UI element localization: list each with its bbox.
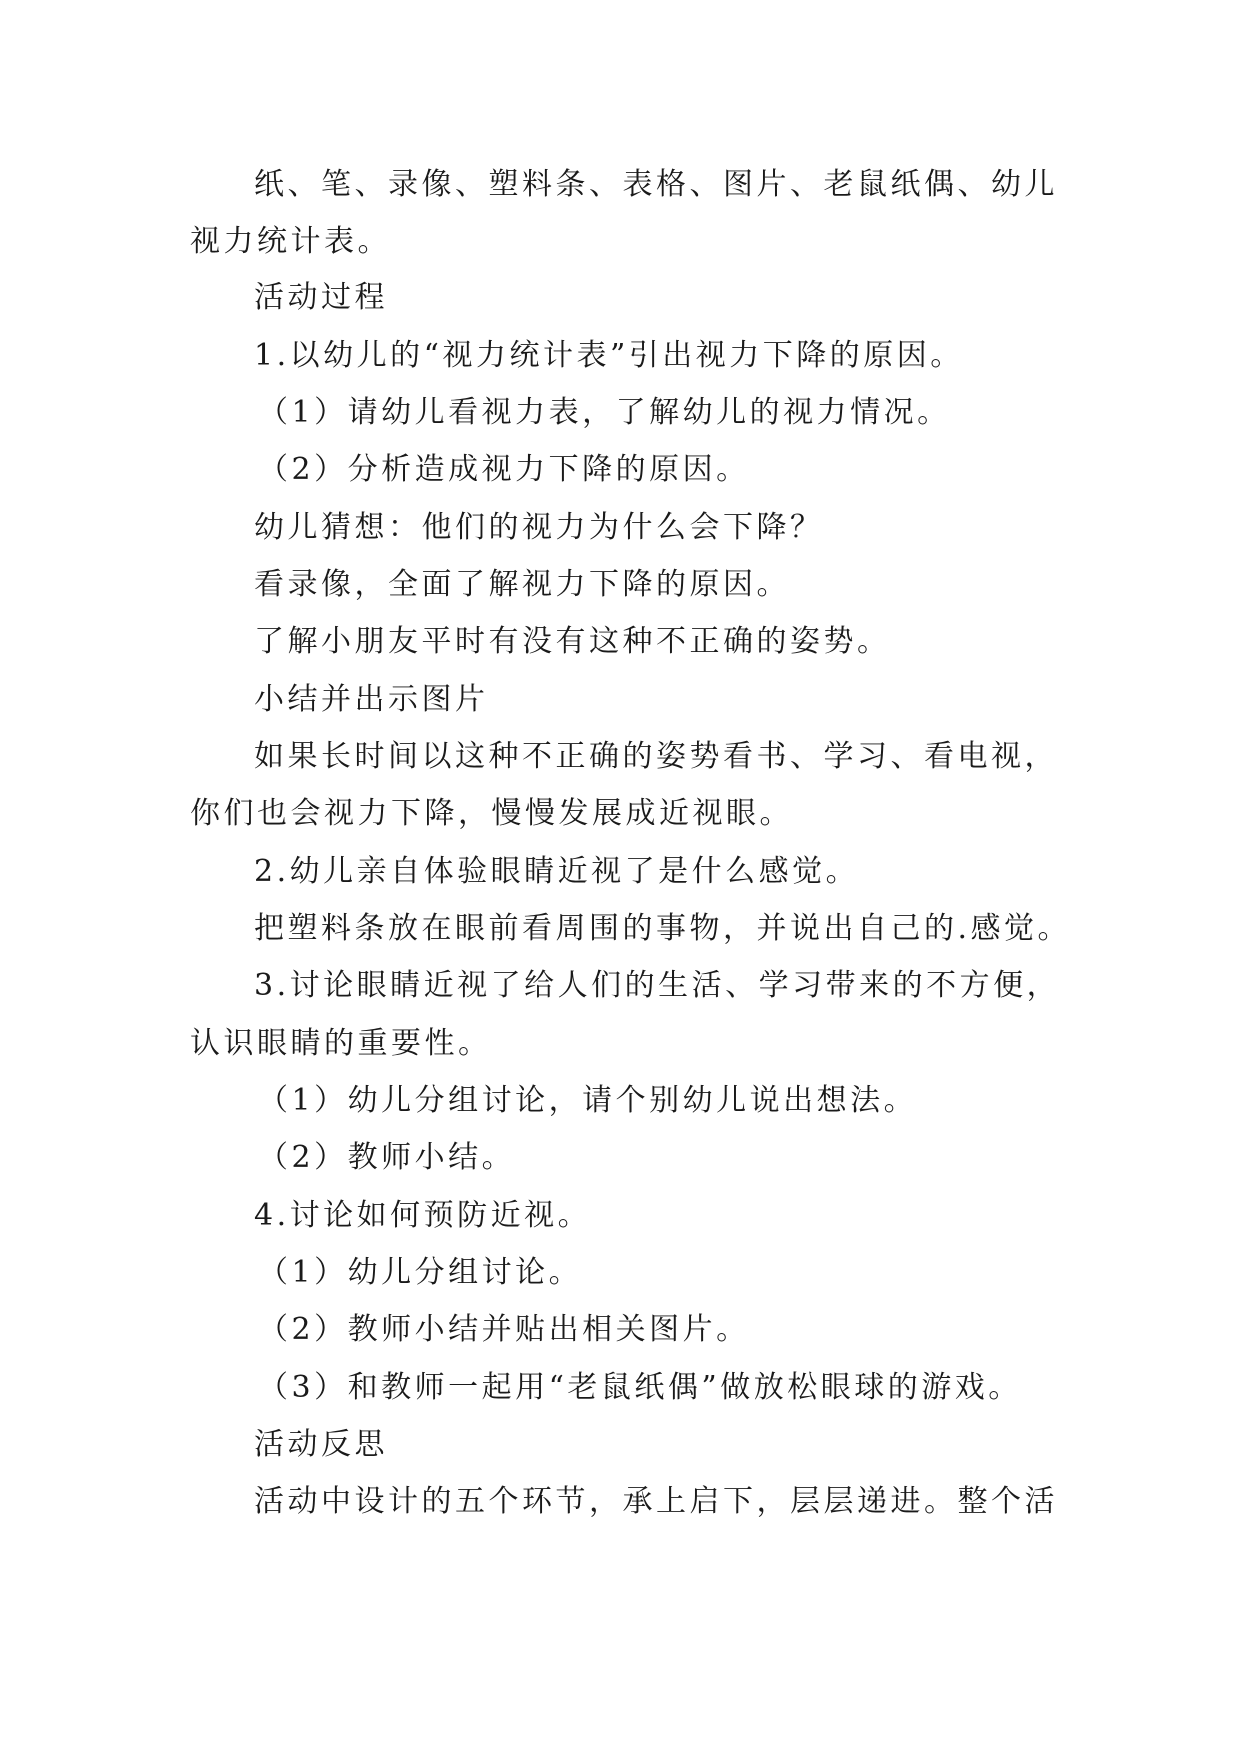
section-heading-reflection: 活动反思 (254, 1427, 388, 1462)
step-3-line-2: 认识眼睛的重要性。 (190, 1026, 492, 1061)
summary-line-1: 如果长时间以这种不正确的姿势看书、学习、看电视， (254, 739, 1058, 774)
step-4: 4.讨论如何预防近视。 (254, 1198, 592, 1233)
summary-heading: 小结并出示图片 (254, 682, 489, 717)
step-1-sub-2: （2）分析造成视力下降的原因。 (258, 452, 750, 487)
watch-video: 看录像，全面了解视力下降的原因。 (254, 567, 790, 602)
step-1-sub-1: （1）请幼儿看视力表，了解幼儿的视力情况。 (258, 395, 951, 430)
step-1: 1.以幼儿的“视力统计表”引出视力下降的原因。 (254, 338, 964, 373)
children-guess: 幼儿猜想：他们的视力为什么会下降？ (254, 510, 824, 545)
step-3-sub-1: （1）幼儿分组讨论，请个别幼儿说出想法。 (258, 1083, 918, 1118)
step-4-sub-3: （3）和教师一起用“老鼠纸偶”做放松眼球的游戏。 (258, 1370, 1022, 1405)
step-3-line-1: 3.讨论眼睛近视了给人们的生活、学习带来的不方便， (254, 968, 1061, 1003)
summary-line-2: 你们也会视力下降，慢慢发展成近视眼。 (190, 796, 793, 831)
reflection-line-1: 活动中设计的五个环节，承上启下，层层递进。整个活 (254, 1484, 1058, 1519)
materials-line-2: 视力统计表。 (190, 224, 391, 259)
step-4-sub-2: （2）教师小结并贴出相关图片。 (258, 1312, 750, 1347)
step-4-sub-1: （1）幼儿分组讨论。 (258, 1255, 583, 1290)
step-2: 2.幼儿亲自体验眼睛近视了是什么感觉。 (254, 854, 860, 889)
step-2-detail: 把塑料条放在眼前看周围的事物，并说出自己的.感觉。 (254, 911, 1072, 946)
section-heading-process: 活动过程 (254, 280, 388, 315)
materials-line-1: 纸、笔、录像、塑料条、表格、图片、老鼠纸偶、幼儿 (254, 167, 1058, 202)
step-3-sub-2: （2）教师小结。 (258, 1140, 516, 1175)
understand-posture: 了解小朋友平时有没有这种不正确的姿势。 (254, 624, 891, 659)
